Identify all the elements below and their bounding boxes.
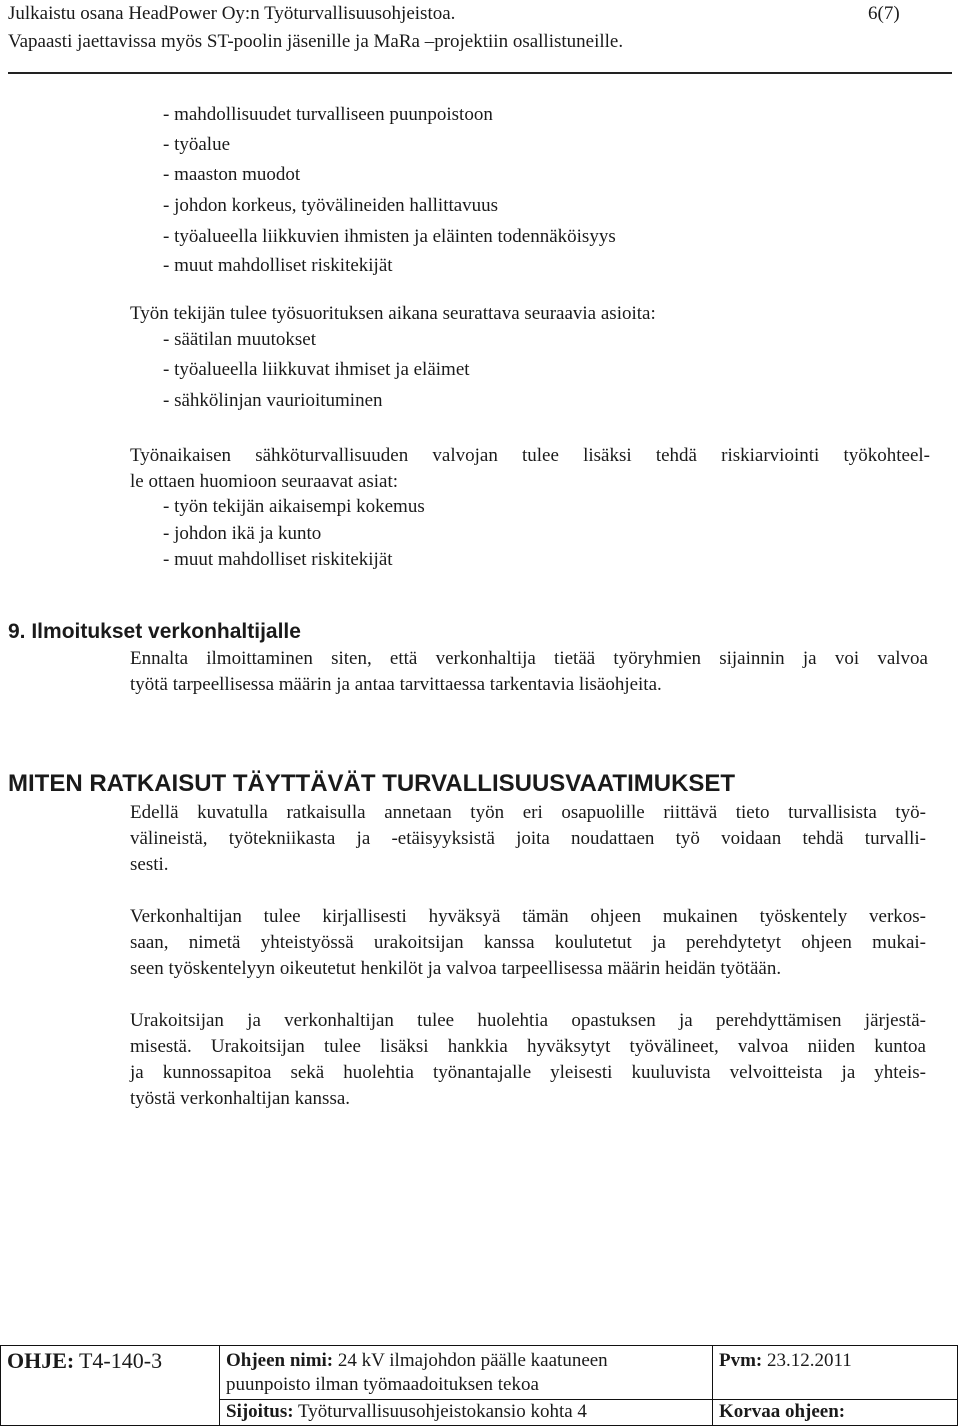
section-heading: 9. Ilmoitukset verkonhaltijalle bbox=[8, 620, 301, 643]
footer-location-label: Sijoitus: bbox=[226, 1401, 294, 1422]
footer-name-cell bbox=[220, 1346, 713, 1400]
paragraph-line: misestä. Urakoitsijan tulee lisäksi hankkia hyväksytyt työvälineet, valvoa niiden kuntoa bbox=[130, 1036, 926, 1057]
footer-location-value: Työturvallisuusohjeistokansio kohta 4 bbox=[298, 1401, 587, 1422]
paragraph-line: Ennalta ilmoittaminen siten, että verkonhaltija tietää työryhmien sijainnin ja voi valvoa bbox=[130, 648, 928, 669]
paragraph-line: työtä tarpeellisessa määrin ja antaa tarvittaessa tarkentavia lisäohjeita. bbox=[130, 674, 662, 695]
list-item: - työalue bbox=[163, 134, 231, 155]
paragraph-line: Urakoitsijan ja verkonhaltijan tulee huolehtia opastuksen ja perehdyttämisen järjestä- bbox=[130, 1010, 926, 1031]
footer-ohje-cell bbox=[1, 1346, 220, 1426]
paragraph-line: Työnaikaisen sähköturvallisuuden valvojan tulee lisäksi tehdä riskiarviointi työkohteel- bbox=[130, 445, 930, 466]
footer-name-value-1: 24 kV ilmajohdon päälle kaatuneen bbox=[337, 1350, 608, 1371]
solutions-paragraph-1 bbox=[130, 800, 926, 878]
paragraph-line: saan, nimetä yhteistyössä urakoitsijan kanssa koulutetut ja perehdytetyt ohjeen mukai- bbox=[130, 932, 926, 953]
list-item: - johdon korkeus, työvälineiden hallittavuus bbox=[163, 195, 499, 216]
paragraph-line: Verkonhaltijan tulee kirjallisesti hyväksyä tämän ohjeen mukainen työskentely verkos- bbox=[130, 906, 926, 927]
footer-name-label: Ohjeen nimi: bbox=[226, 1350, 334, 1371]
solutions-heading: MITEN RATKAISUT TÄYTTÄVÄT TURVALLISUUSVAATIMUKSET bbox=[8, 770, 736, 797]
footer-ohje-label: OHJE: bbox=[7, 1348, 75, 1373]
page-number: 6(7) bbox=[868, 3, 900, 24]
list-item: - muut mahdolliset riskitekijät bbox=[163, 549, 393, 570]
paragraph-line: välineistä, työtekniikasta ja -etäisyyksistä joita noudattaen työ voidaan tehdä turvalli- bbox=[130, 828, 926, 849]
list-item: - muut mahdolliset riskitekijät bbox=[163, 255, 393, 276]
footer-name-value-2: puunpoisto ilman työmaadoituksen tekoa bbox=[226, 1374, 539, 1395]
footer-ohje-value: T4-140-3 bbox=[78, 1348, 163, 1373]
footer-date-value: 23.12.2011 bbox=[767, 1350, 852, 1371]
paragraph-line: Edellä kuvatulla ratkaisulla annetaan työn eri osapuolille riittävä tieto turvallisista työ- bbox=[130, 802, 926, 823]
header-distribution-line: Vapaasti jaettavissa myös ST-poolin jäsenille ja MaRa –projektiin osallistuneille. bbox=[8, 31, 624, 52]
footer-replaces-cell bbox=[713, 1400, 958, 1426]
document-footer-table bbox=[0, 1345, 958, 1426]
list-item: - työn tekijän aikaisempi kokemus bbox=[163, 496, 425, 517]
paragraph-line: sesti. bbox=[130, 854, 169, 875]
paragraph-line: työstä verkonhaltijan kanssa. bbox=[130, 1088, 351, 1109]
header-divider bbox=[8, 72, 952, 74]
list-item: - mahdollisuudet turvalliseen puunpoistoon bbox=[163, 104, 493, 125]
list-item: - säätilan muutokset bbox=[163, 329, 317, 350]
paragraph-line: seen työskentelyyn oikeutetut henkilöt ja valvoa tarpeellisessa määrin heidän työtään. bbox=[130, 958, 782, 979]
supervisor-paragraph bbox=[130, 443, 930, 495]
footer-date-label: Pvm: bbox=[719, 1350, 763, 1371]
list-item: - sähkölinjan vaurioituminen bbox=[163, 390, 383, 411]
list-item: - työalueella liikkuvien ihmisten ja eläinten todennäköisyys bbox=[163, 226, 616, 247]
footer-replaces-label: Korvaa ohjeen: bbox=[719, 1401, 846, 1422]
header-publication-line: Julkaistu osana HeadPower Oy:n Työturvallisuusohjeistoa. bbox=[8, 3, 456, 24]
footer-location-cell bbox=[220, 1400, 713, 1426]
paragraph-line: ja kunnossapitoa sekä huolehtia työnantajalle yleisesti kuuluvista velvoitteista ja yhteis- bbox=[130, 1062, 926, 1083]
list-item: - johdon ikä ja kunto bbox=[163, 523, 322, 544]
list-item: - työalueella liikkuvat ihmiset ja eläimet bbox=[163, 359, 470, 380]
solutions-paragraph-2 bbox=[130, 904, 926, 982]
list-item: - maaston muodot bbox=[163, 164, 301, 185]
solutions-paragraph-3 bbox=[130, 1008, 926, 1112]
paragraph-line: le ottaen huomioon seuraavat asiat: bbox=[130, 471, 399, 492]
footer-date-cell bbox=[713, 1346, 958, 1400]
monitoring-paragraph: Työn tekijän tulee työsuorituksen aikana seurattava seuraavia asioita: bbox=[130, 303, 656, 324]
section-text bbox=[130, 646, 928, 698]
